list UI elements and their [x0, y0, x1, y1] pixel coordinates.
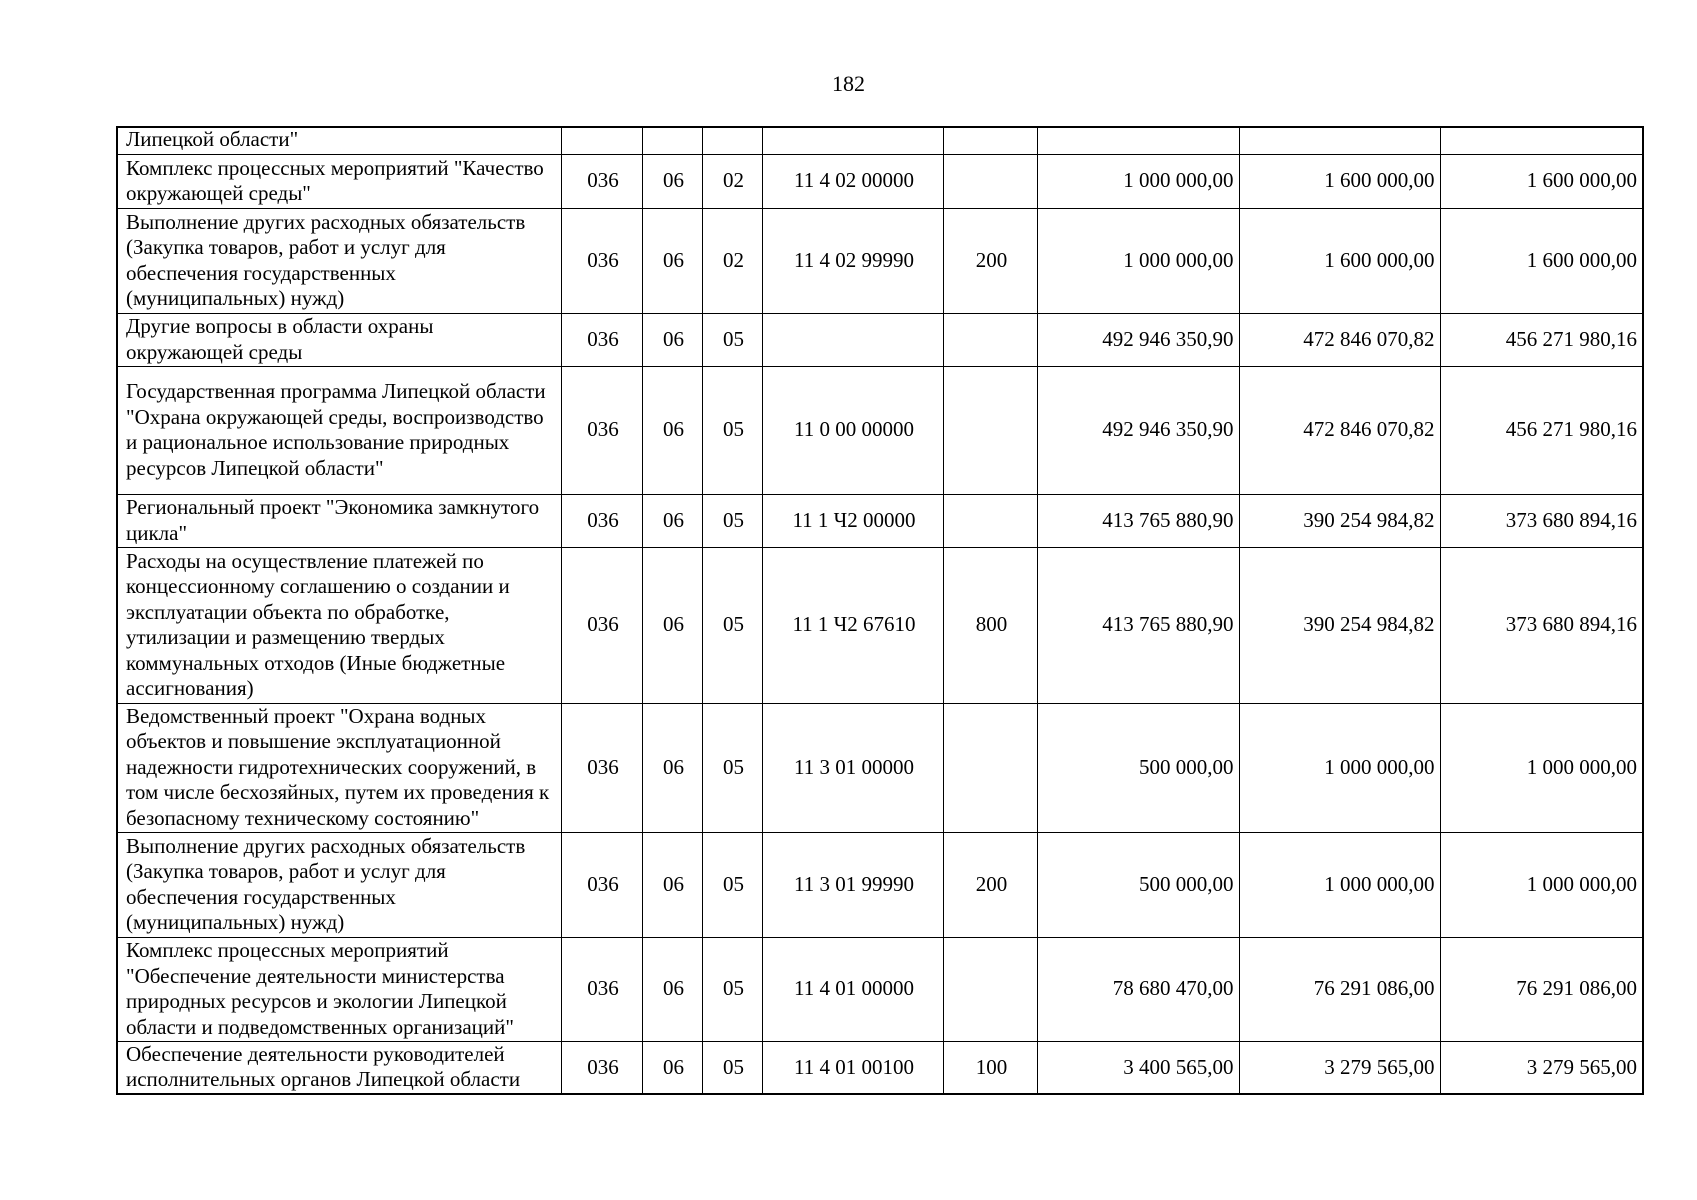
expense-type-cell — [943, 366, 1037, 494]
amount-year2-cell: 1 000 000,00 — [1239, 832, 1440, 937]
target-article-cell: 11 3 01 00000 — [762, 703, 943, 832]
expense-type-cell: 200 — [943, 208, 1037, 313]
expense-type-cell — [943, 313, 1037, 366]
amount-year3-cell: 1 600 000,00 — [1440, 208, 1643, 313]
row-name-cell: Региональный проект "Экономика замкнутого цикла" — [117, 494, 561, 547]
ministry-code-cell: 036 — [561, 494, 642, 547]
amount-year3-cell: 456 271 980,16 — [1440, 366, 1643, 494]
table-row — [117, 832, 1643, 937]
row-name-cell: Комплекс процессных мероприятий "Качество окружающей среды" — [117, 154, 561, 208]
row-name-cell: Расходы на осуществление платежей по концессионному соглашению о создании и эксплуатации объекта по обработке, утилизации и размещению твердых коммунальных отходов (Иные бюджетные ассигнования) — [117, 547, 561, 703]
subsection-code-cell: 02 — [702, 208, 762, 313]
target-article-cell — [762, 127, 943, 154]
amount-year2-cell: 1 600 000,00 — [1239, 154, 1440, 208]
amount-year1-cell: 492 946 350,90 — [1037, 366, 1239, 494]
section-code-cell: 06 — [642, 313, 702, 366]
table-row — [117, 547, 1643, 703]
subsection-code-cell: 05 — [702, 937, 762, 1041]
target-article-cell: 11 1 Ч2 00000 — [762, 494, 943, 547]
target-article-cell: 11 4 02 99990 — [762, 208, 943, 313]
section-code-cell: 06 — [642, 832, 702, 937]
amount-year2-cell: 390 254 984,82 — [1239, 547, 1440, 703]
amount-year3-cell: 1 000 000,00 — [1440, 703, 1643, 832]
section-code-cell: 06 — [642, 154, 702, 208]
amount-year2-cell: 76 291 086,00 — [1239, 937, 1440, 1041]
row-name-cell: Выполнение других расходных обязательств (Закупка товаров, работ и услуг для обеспечения государственных (муниципальных) нужд) — [117, 208, 561, 313]
subsection-code-cell — [702, 127, 762, 154]
amount-year1-cell: 1 000 000,00 — [1037, 208, 1239, 313]
ministry-code-cell: 036 — [561, 1041, 642, 1094]
page-number: 182 — [832, 71, 865, 96]
ministry-code-cell: 036 — [561, 154, 642, 208]
amount-year2-cell: 472 846 070,82 — [1239, 366, 1440, 494]
amount-year2-cell: 472 846 070,82 — [1239, 313, 1440, 366]
section-code-cell: 06 — [642, 208, 702, 313]
subsection-code-cell: 05 — [702, 547, 762, 703]
table-row — [117, 937, 1643, 1041]
row-name-cell: Липецкой области" — [117, 127, 561, 154]
section-code-cell: 06 — [642, 366, 702, 494]
amount-year1-cell: 500 000,00 — [1037, 703, 1239, 832]
amount-year3-cell: 373 680 894,16 — [1440, 494, 1643, 547]
amount-year1-cell — [1037, 127, 1239, 154]
ministry-code-cell: 036 — [561, 547, 642, 703]
amount-year1-cell: 3 400 565,00 — [1037, 1041, 1239, 1094]
budget-table — [116, 126, 1644, 1095]
table-row — [117, 127, 1643, 154]
target-article-cell: 11 3 01 99990 — [762, 832, 943, 937]
amount-year3-cell: 3 279 565,00 — [1440, 1041, 1643, 1094]
section-code-cell — [642, 127, 702, 154]
amount-year2-cell: 1 600 000,00 — [1239, 208, 1440, 313]
table-row — [117, 154, 1643, 208]
section-code-cell: 06 — [642, 703, 702, 832]
target-article-cell: 11 4 02 00000 — [762, 154, 943, 208]
ministry-code-cell: 036 — [561, 313, 642, 366]
row-name-cell: Комплекс процессных мероприятий "Обеспечение деятельности министерства природных ресурсов и экологии Липецкой области и подведомственных организаций" — [117, 937, 561, 1041]
amount-year1-cell: 413 765 880,90 — [1037, 547, 1239, 703]
row-name-cell: Другие вопросы в области охраны окружающей среды — [117, 313, 561, 366]
ministry-code-cell: 036 — [561, 366, 642, 494]
target-article-cell: 11 0 00 00000 — [762, 366, 943, 494]
table-row — [117, 208, 1643, 313]
subsection-code-cell: 05 — [702, 832, 762, 937]
amount-year1-cell: 492 946 350,90 — [1037, 313, 1239, 366]
amount-year1-cell: 78 680 470,00 — [1037, 937, 1239, 1041]
target-article-cell: 11 1 Ч2 67610 — [762, 547, 943, 703]
table-body — [117, 127, 1643, 1094]
expense-type-cell — [943, 937, 1037, 1041]
section-code-cell: 06 — [642, 547, 702, 703]
subsection-code-cell: 05 — [702, 494, 762, 547]
amount-year3-cell: 456 271 980,16 — [1440, 313, 1643, 366]
amount-year2-cell: 1 000 000,00 — [1239, 703, 1440, 832]
expense-type-cell: 200 — [943, 832, 1037, 937]
table-row — [117, 313, 1643, 366]
expense-type-cell — [943, 703, 1037, 832]
expense-type-cell — [943, 127, 1037, 154]
subsection-code-cell: 05 — [702, 313, 762, 366]
expense-type-cell — [943, 494, 1037, 547]
amount-year2-cell: 390 254 984,82 — [1239, 494, 1440, 547]
amount-year3-cell: 373 680 894,16 — [1440, 547, 1643, 703]
ministry-code-cell: 036 — [561, 832, 642, 937]
expense-type-cell — [943, 154, 1037, 208]
ministry-code-cell: 036 — [561, 208, 642, 313]
section-code-cell: 06 — [642, 1041, 702, 1094]
expense-type-cell: 800 — [943, 547, 1037, 703]
ministry-code-cell: 036 — [561, 937, 642, 1041]
table-row — [117, 366, 1643, 494]
row-name-cell: Обеспечение деятельности руководителей исполнительных органов Липецкой области — [117, 1041, 561, 1094]
amount-year2-cell: 3 279 565,00 — [1239, 1041, 1440, 1094]
row-name-cell: Государственная программа Липецкой области "Охрана окружающей среды, воспроизводство и рациональное использование природных ресурсов Липецкой области" — [117, 366, 561, 494]
section-code-cell: 06 — [642, 937, 702, 1041]
amount-year2-cell — [1239, 127, 1440, 154]
target-article-cell: 11 4 01 00000 — [762, 937, 943, 1041]
table-row — [117, 703, 1643, 832]
expense-type-cell: 100 — [943, 1041, 1037, 1094]
amount-year1-cell: 500 000,00 — [1037, 832, 1239, 937]
ministry-code-cell — [561, 127, 642, 154]
row-name-cell: Ведомственный проект "Охрана водных объектов и повышение эксплуатационной надежности гидротехнических сооружений, в том числе бесхозяйных, путем их проведения к безопасному техническому состоянию" — [117, 703, 561, 832]
target-article-cell — [762, 313, 943, 366]
section-code-cell: 06 — [642, 494, 702, 547]
target-article-cell: 11 4 01 00100 — [762, 1041, 943, 1094]
row-name-cell: Выполнение других расходных обязательств (Закупка товаров, работ и услуг для обеспечения государственных (муниципальных) нужд) — [117, 832, 561, 937]
subsection-code-cell: 05 — [702, 366, 762, 494]
amount-year3-cell: 1 000 000,00 — [1440, 832, 1643, 937]
subsection-code-cell: 05 — [702, 1041, 762, 1094]
amount-year3-cell — [1440, 127, 1643, 154]
ministry-code-cell: 036 — [561, 703, 642, 832]
table-row — [117, 1041, 1643, 1094]
subsection-code-cell: 02 — [702, 154, 762, 208]
amount-year1-cell: 413 765 880,90 — [1037, 494, 1239, 547]
amount-year1-cell: 1 000 000,00 — [1037, 154, 1239, 208]
table-row — [117, 494, 1643, 547]
subsection-code-cell: 05 — [702, 703, 762, 832]
amount-year3-cell: 1 600 000,00 — [1440, 154, 1643, 208]
amount-year3-cell: 76 291 086,00 — [1440, 937, 1643, 1041]
